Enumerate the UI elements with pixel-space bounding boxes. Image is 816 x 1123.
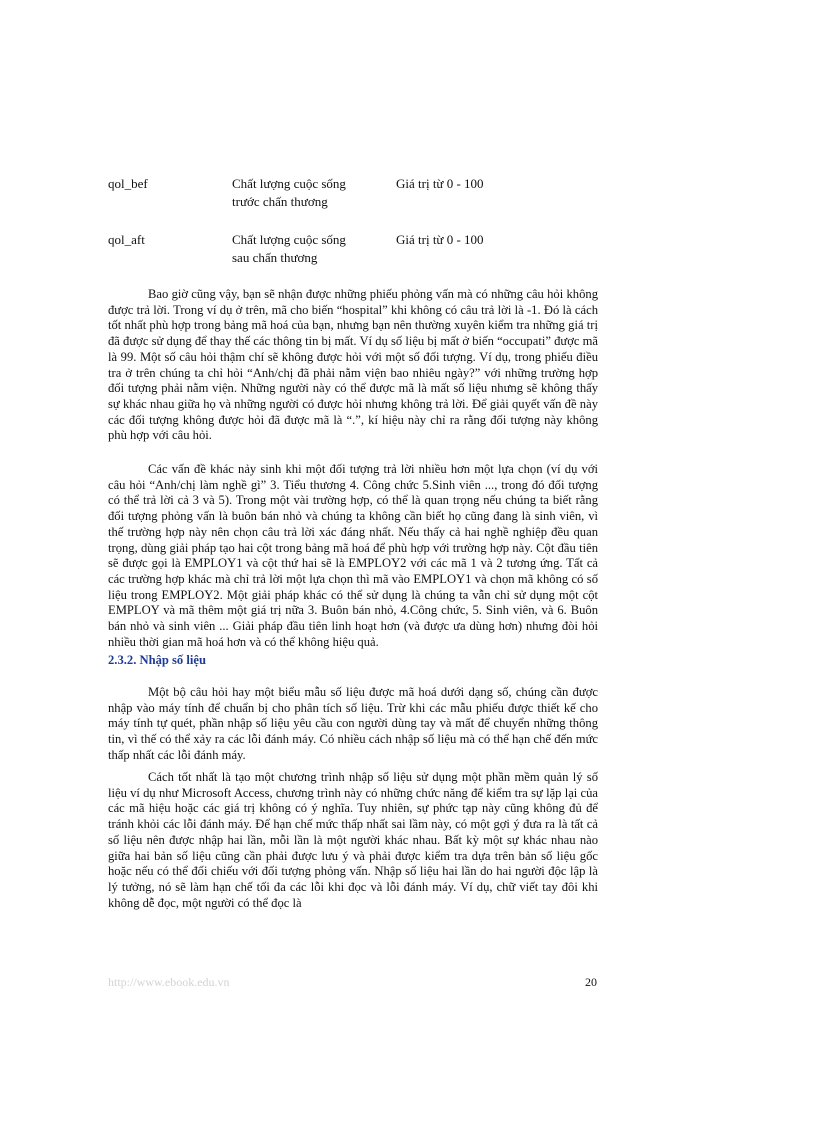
footer-url: http://www.ebook.edu.vn bbox=[108, 975, 230, 989]
variable-name: qol_bef bbox=[108, 176, 148, 191]
paragraph-double-entry: Cách tốt nhất là tạo một chương trình nhập số liệu sử dụng một phần mềm quản lý số liệu ví dụ như Microsoft Access, chương trình này có những chức năng để kiểm tra sự lặp lại của các mã hiệu hoặc các giá trị không có ý nghĩa. Tuy nhiên, sự phức tạp này cũng không đủ để tránh khỏi các lỗi đánh máy. Để hạn chế mức thấp nhất sai lầm này, có một gợi ý đưa ra là tất cả số liệu nên được nhập hai lần, mỗi lần là một người khác nhau. Bất kỳ một sự khác nhau nào giữa hai bản số liệu cũng cần phải được lưu ý và phải được kiểm tra dựa trên bản số liệu gốc hoặc nếu có thể đối chiếu với đối tượng phỏng vấn. Nhập số liệu hai lần do hai người độc lập là lý tưởng, nó sẽ làm hạn chế tối đa các lỗi khi đọc và lỗi đánh máy. Ví dụ, chữ viết tay đôi khi không dễ đọc, một người có thể đọc là bbox=[108, 770, 598, 910]
variable-range: Giá trị từ 0 - 100 bbox=[396, 232, 484, 247]
variable-range: Giá trị từ 0 - 100 bbox=[396, 176, 484, 191]
variable-description bbox=[232, 231, 392, 267]
variable-description-line: Chất lượng cuộc sống bbox=[232, 176, 346, 191]
variable-description-line: trước chấn thương bbox=[232, 194, 328, 209]
variable-description-line: Chất lượng cuộc sống bbox=[232, 232, 346, 247]
paragraph-missing-data: Bao giờ cũng vậy, bạn sẽ nhận được những phiếu phỏng vấn mà có những câu hỏi không được trả lời. Trong ví dụ ở trên, mã cho biến “hospital” khi không có câu trả lời là -1. Đó là cách tốt nhất phù hợp trong bảng mã hoá của bạn, nhưng bạn nên thường xuyên kiểm tra những giá trị đã được sử dụng để thay thế các thông tin bị mất. Ví dụ số liệu bị mất ở biến “occupati” được mã là 99. Một số câu hỏi thậm chí sẽ không được hỏi với một số đối tượng. Ví dụ, trong phiếu điều tra ở trên chúng ta chỉ hỏi “Anh/chị đã phải nằm viện bao nhiêu ngày?” với những trường hợp đối tượng phải nằm viện. Những người này có thể được mã là mất số liệu nhưng sẽ không thấy sự khác nhau giữa họ và những người có được hỏi nhưng không trả lời. Để giải quyết vấn đề này các đối tượng không được hỏi đã được mã là “.”, kí hiệu này chỉ ra rằng đối tượng này không phù hợp với câu hỏi. bbox=[108, 287, 598, 443]
page-number: 20 bbox=[585, 975, 597, 989]
variable-description bbox=[232, 175, 392, 211]
variable-description-line: sau chấn thương bbox=[232, 250, 318, 265]
paragraph-multiple-answers: Các vấn đề khác nảy sinh khi một đối tượng trả lời nhiều hơn một lựa chọn (ví dụ với câu hỏi “Anh/chị làm nghề gì” 3. Tiểu thương 4. Công chức 5.Sinh viên ..., trong đó đối tượng có thể trả lời cả 3 và 5). Trong một vài trường hợp, có thể là quan trọng nếu chúng ta biết rằng đối tượng phỏng vấn là buôn bán nhỏ và chúng ta không cần biết họ cũng đang là sinh viên, vì thế trường hợp này nên chọn câu trả lời xác đáng nhất. Nếu thấy cả hai nghề nghiệp đều quan trọng, dùng giải pháp tạo hai cột trong bảng mã hoá để phù hợp với trường hợp này. Cột đầu tiên sẽ được gọi là EMPLOY1 và cột thứ hai sẽ là EMPLOY2 với các mã 1 và 2 tương ứng. Tất cả các trường hợp khác mà chỉ trả lời một lựa chọn thì mã vào EMPLOY1 và chọn mã không có số liệu trong EMPLOY2. Một giải pháp khác có thể sử dụng là chúng ta vẫn chỉ sử dụng một cột EMPLOY và mã thêm một giá trị nữa 3. Buôn bán nhỏ, 4.Công chức, 5. Sinh viên, và 6. Buôn bán nhỏ và sinh viên ... Giải pháp đầu tiên linh hoạt hơn (và được ưa dùng hơn) nhưng đòi hỏi nhiều thời gian mã hoá hơn và có thể không hiệu quả. bbox=[108, 462, 598, 649]
paragraph-data-entry-intro: Một bộ câu hỏi hay một biểu mẫu số liệu được mã hoá dưới dạng số, chúng cần được nhập vào máy tính để chuẩn bị cho phân tích số liệu. Trừ khi các mẫu phiếu được thiết kế cho máy tính tự quét, phần nhập số liệu yêu cầu con người dùng tay và mất để chuyển những thông tin, vì thế có thể xảy ra các lỗi đánh máy. Có nhiều cách nhập số liệu mà có thể hạn chế đến mức thấp nhất các lỗi đánh máy. bbox=[108, 685, 598, 762]
variable-name: qol_aft bbox=[108, 232, 145, 247]
section-heading: 2.3.2. Nhập số liệu bbox=[108, 653, 206, 667]
